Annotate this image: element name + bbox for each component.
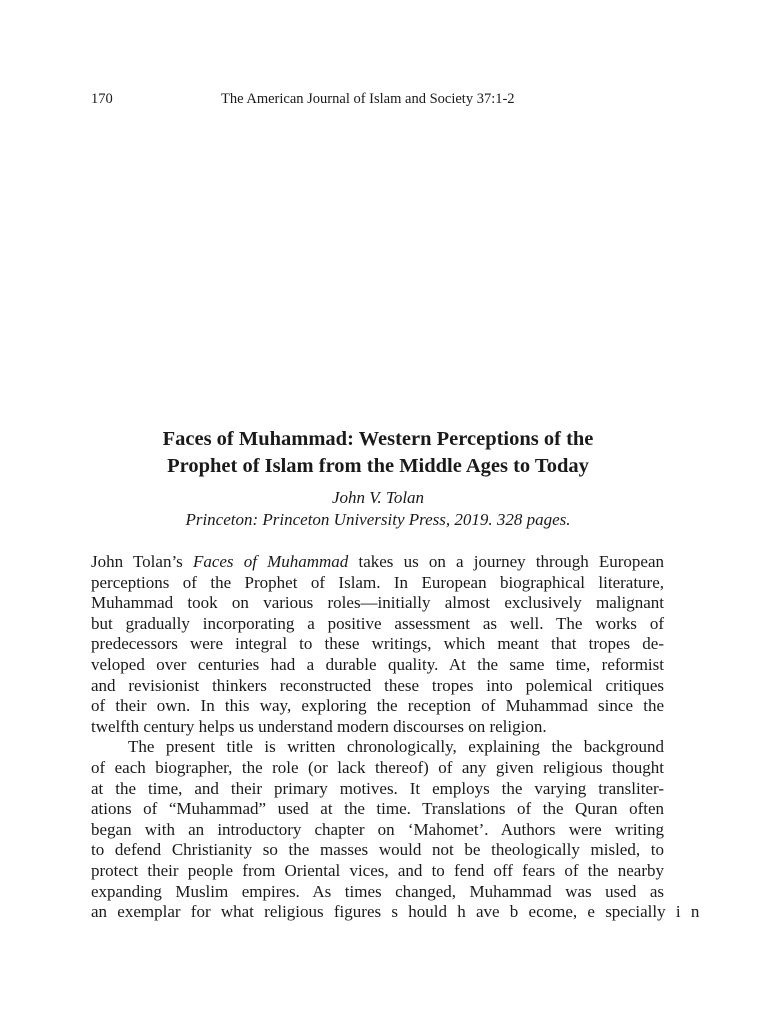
body-text-segment: takes us on a journey through European (348, 552, 664, 571)
body-line (91, 552, 664, 573)
page-number: 170 (91, 91, 113, 107)
book-author: John V. Tolan (331, 488, 425, 507)
body-line: and revisionist thinkers reconstructed these tropes into polemical critiques (91, 675, 664, 695)
review-title-line-2: Prophet of Islam from the Middle Ages to Today (167, 455, 589, 477)
body-line: at the time, and their primary motives. It employs the varying transliter- (91, 778, 664, 798)
book-publication-info: Princeton: Princeton University Press, 2019. 328 pages. (185, 510, 571, 529)
body-line: of each biographer, the role (or lack thereof) of any given religious thought (91, 757, 664, 777)
review-heading (91, 426, 665, 531)
journal-name: The American Journal of Islam and Society 37:1-2 (221, 91, 515, 107)
body-line: ations of “Muhammad” used at the time. Translations of the Quran often (91, 799, 664, 819)
body-line: perceptions of the Prophet of Islam. In European biographical literature, (91, 572, 664, 592)
body-line: began with an introductory chapter on ‘Mahomet’. Authors were writing (91, 819, 664, 839)
book-title-italic: Faces of Muhammad (192, 552, 349, 571)
body-line: The present title is written chronologically, explaining the background (128, 737, 664, 757)
body-line: but gradually incorporating a positive assessment as well. The works of (91, 613, 664, 633)
body-line: expanding Muslim empires. As times changed, Muhammad was used as (91, 881, 664, 901)
body-line: Muhammad took on various roles—initially almost exclusively malignant (91, 593, 664, 613)
body-line: protect their people from Oriental vices, and to fend off fears of the nearby (91, 860, 664, 880)
body-line: veloped over centuries had a durable quality. At the same time, reformist (91, 654, 664, 674)
body-line: to defend Christianity so the masses would not be theologically misled, to (91, 840, 664, 860)
body-text-segment: John Tolan’s (91, 552, 193, 571)
running-head (91, 88, 681, 110)
review-title-line-1: Faces of Muhammad: Western Perceptions of the (162, 428, 594, 450)
body-line: an exemplar for what religious figures s hould h ave b ecome, e specially i n (91, 902, 700, 922)
body-line: predecessors were integral to these writings, which meant that tropes de- (91, 634, 664, 654)
body-line: twelfth century helps us understand modern discourses on religion. (91, 716, 547, 736)
review-body (91, 552, 700, 923)
body-line: of their own. In this way, exploring the reception of Muhammad since the (91, 696, 664, 716)
